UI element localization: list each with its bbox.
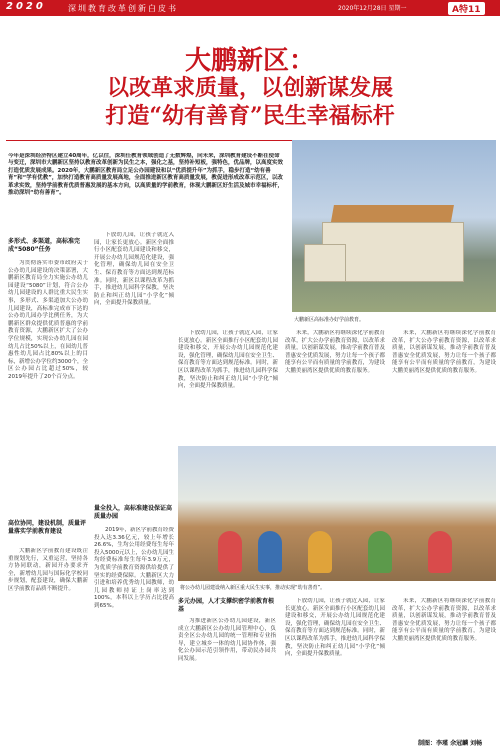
section-4-title: 多元办园，人才支撑织密学前教育根基 bbox=[178, 598, 275, 613]
photo-child-shape bbox=[428, 531, 452, 573]
column-5-paragraph: 未来，大鹏新区将继续深化学前教育改革，扩大公办学前教育资源，以改革求质量，以创新谋发展，推动学前教育普及普惠安全优质发展，努力让每一个孩子都能享有公平而有质量的学前教育，为建设大鹏美丽湾区提供优质的教育服务。 bbox=[392, 330, 496, 374]
headline-kicker: 大鹏新区： bbox=[184, 46, 315, 76]
photo-building-annex-shape bbox=[304, 244, 346, 282]
section-3-title: 量全投入，高标准建设保证高质量办园 bbox=[94, 505, 173, 520]
headline-line-1: 以改革求质量，以创新谋发展 bbox=[106, 75, 393, 101]
column-4-body bbox=[285, 330, 385, 442]
masthead-date: 2020年12月28日 星期一 bbox=[338, 5, 407, 12]
photo-child-shape bbox=[368, 531, 392, 573]
section-3-paragraph: 2019年，新区学前教育经费投入达3.36亿元，较上年增长26.6%，生均公用经费每生每年投入5000元以上，公办幼儿园生均经费标准每生每年3.9万元，为优质学前教育资源供给提供了坚实的经费保障。大鹏新区大力引进和培养优秀幼儿园教师，幼儿园教师持证上岗率达到100%，本科以上学历占比提高到65%。 bbox=[94, 527, 174, 609]
children-photo bbox=[178, 446, 496, 581]
section-3-body bbox=[94, 527, 174, 737]
column-7-paragraph: 未来，大鹏新区将继续深化学前教育改革，扩大公办学前教育资源，以改革求质量，以创新谋发展，推动学前教育普及普惠安全优质发展，努力让每一个孩子都能享有公平而有质量的学前教育，为建设大鹏美丽湾区提供优质的教育服务。 bbox=[392, 598, 496, 642]
top-photo-caption: 大鹏新区高标准办好学前教育。 bbox=[294, 317, 365, 323]
article-lede: 今年是深圳经济特区建立40周年，亿以往，深圳任教育领域创造了无数辉煌，向未来，深圳教育建设不断在使命与变迁，深圳市大鹏新区坚持以教育改革创新为民生之本，强化之基，坚持补短板，强特色，优品牌，以高度实效打造优质发展成果。2020年，大鹏新区教育局立足公办园建设和以“优质提升年”为抓手，稳步打造“幼有善育”和“学有优教”，加快打造教育高质量发展高地，全面推进新区教育高质量发展，教促进形成改革示范区，以改革求实效，坚持学前教育优质普惠发展的基本方向，以高质量的学前教育，体现大鹏新区好生活及城市幸福标杆，推动深圳“幼有善育”。 bbox=[8, 153, 284, 197]
column-6-paragraph: 下放幼儿园，让孩子就近入园，让家长更放心。新区全面推行小区配套幼儿园建设和移交，开展公办幼儿园规范化建设，强化管理，确保幼儿园在安全卫生、保育教育等方面达到规范标准。同时，新区以课程改革为抓手，推进幼儿园科学保教，坚决防止和纠正幼儿园“小学化”倾向，全面提升保教质量。 bbox=[285, 598, 385, 658]
section-2-body bbox=[8, 548, 88, 738]
page-number-badge: A特11 bbox=[448, 2, 485, 15]
section-1-paragraph: 为贯彻落实市委市政府关于公办幼儿园建设的决策部署，大鹏新区教育局全力实施公办幼儿园建设“5080”计划，符合公办幼儿园建设的人群比重大民生实事，多形式、多渠道加大公办幼儿园建设，高标准完成市下达的公办幼儿园办学比例任务，为大鹏新区群众提供优质普惠的学前教育资源，大鹏新区扩大了公办学位规模，实现公办幼儿园在园幼儿占比50%以上，在园幼儿普惠性幼儿园占比80%以上的目标，新增公办学位约3000个，全区公办园占比超过50%，较2019年提升了20个百分点。 bbox=[8, 260, 88, 380]
column-5-body bbox=[392, 330, 496, 442]
section-1-body bbox=[8, 260, 88, 510]
section-4-paragraph: 为推进新区公办幼儿园建设，新区成立大鹏新区公办幼儿园管理中心，负责全区公办幼儿园的统一管理和专业指导，建立城乡一体的幼儿园协作体，强化公办园示范引领作用，带动民办园共同发展。 bbox=[178, 618, 276, 662]
column-3-body bbox=[178, 330, 278, 442]
kindergarten-photo bbox=[292, 140, 496, 312]
column-2-paragraph: 下放幼儿园，让孩子就近入园，让家长更放心。新区全面推行小区配套幼儿园建设和移交，开展公办幼儿园规范化建设，强化管理，确保幼儿园在安全卫生、保育教育等方面达到规范标准。同时，新区以课程改革为抓手，推进幼儿园科学保教，坚决防止和纠正幼儿园“小学化”倾向，全面提升保教质量。 bbox=[94, 232, 174, 307]
section-4-body bbox=[178, 618, 276, 738]
photo-child-shape bbox=[218, 531, 242, 573]
masthead-subtitle: 深圳教育改革创新白皮书 bbox=[68, 4, 178, 13]
masthead-bar bbox=[0, 0, 500, 16]
masthead-series: 2020 bbox=[6, 1, 46, 12]
section-2-title: 高位协同，建设机制，质量评量落实学前教育建设 bbox=[8, 520, 87, 535]
credits-footer: 制图：李瑾 余冠麟 刘畅 bbox=[418, 740, 483, 747]
mid-photo-caption: 将公办幼儿园建设纳入新区重大民生实事，推动实现“幼有善育”。 bbox=[180, 585, 326, 591]
headline-line-2: 打造“幼有善育”民生幸福标杆 bbox=[105, 103, 395, 129]
column-3-paragraph: 下放幼儿园，让孩子就近入园，让家长更放心。新区全面推行小区配套幼儿园建设和移交，开展公办幼儿园规范化建设，强化管理，确保幼儿园在安全卫生、保育教育等方面达到规范标准。同时，新区以课程改革为抓手，推进幼儿园科学保教，坚决防止和纠正幼儿园“小学化”倾向，全面提升保教质量。 bbox=[178, 330, 278, 390]
column-4-paragraph: 未来，大鹏新区将继续深化学前教育改革，扩大公办学前教育资源，以改革求质量，以创新谋发展，推动学前教育普及普惠安全优质发展，努力让每一个孩子都能享有公平而有质量的学前教育，为建设大鹏美丽湾区提供优质的教育服务。 bbox=[285, 330, 385, 374]
column-7-body bbox=[392, 598, 496, 734]
column-2-body bbox=[94, 232, 174, 500]
photo-child-shape bbox=[258, 531, 282, 573]
photo-child-shape bbox=[308, 531, 332, 573]
section-2-paragraph: 大鹏新区学前教育建设既注重规划先行，又重运营，坚持各方协同联动，新园开办要求齐全，新增幼儿园与国际化学校同步规划，配套建设，确保大鹏新区学前教育品质不断提升。 bbox=[8, 548, 88, 592]
column-6-body bbox=[285, 598, 385, 738]
section-1-title: 多形式、多渠道，高标准完成“5080”任务 bbox=[8, 238, 81, 253]
